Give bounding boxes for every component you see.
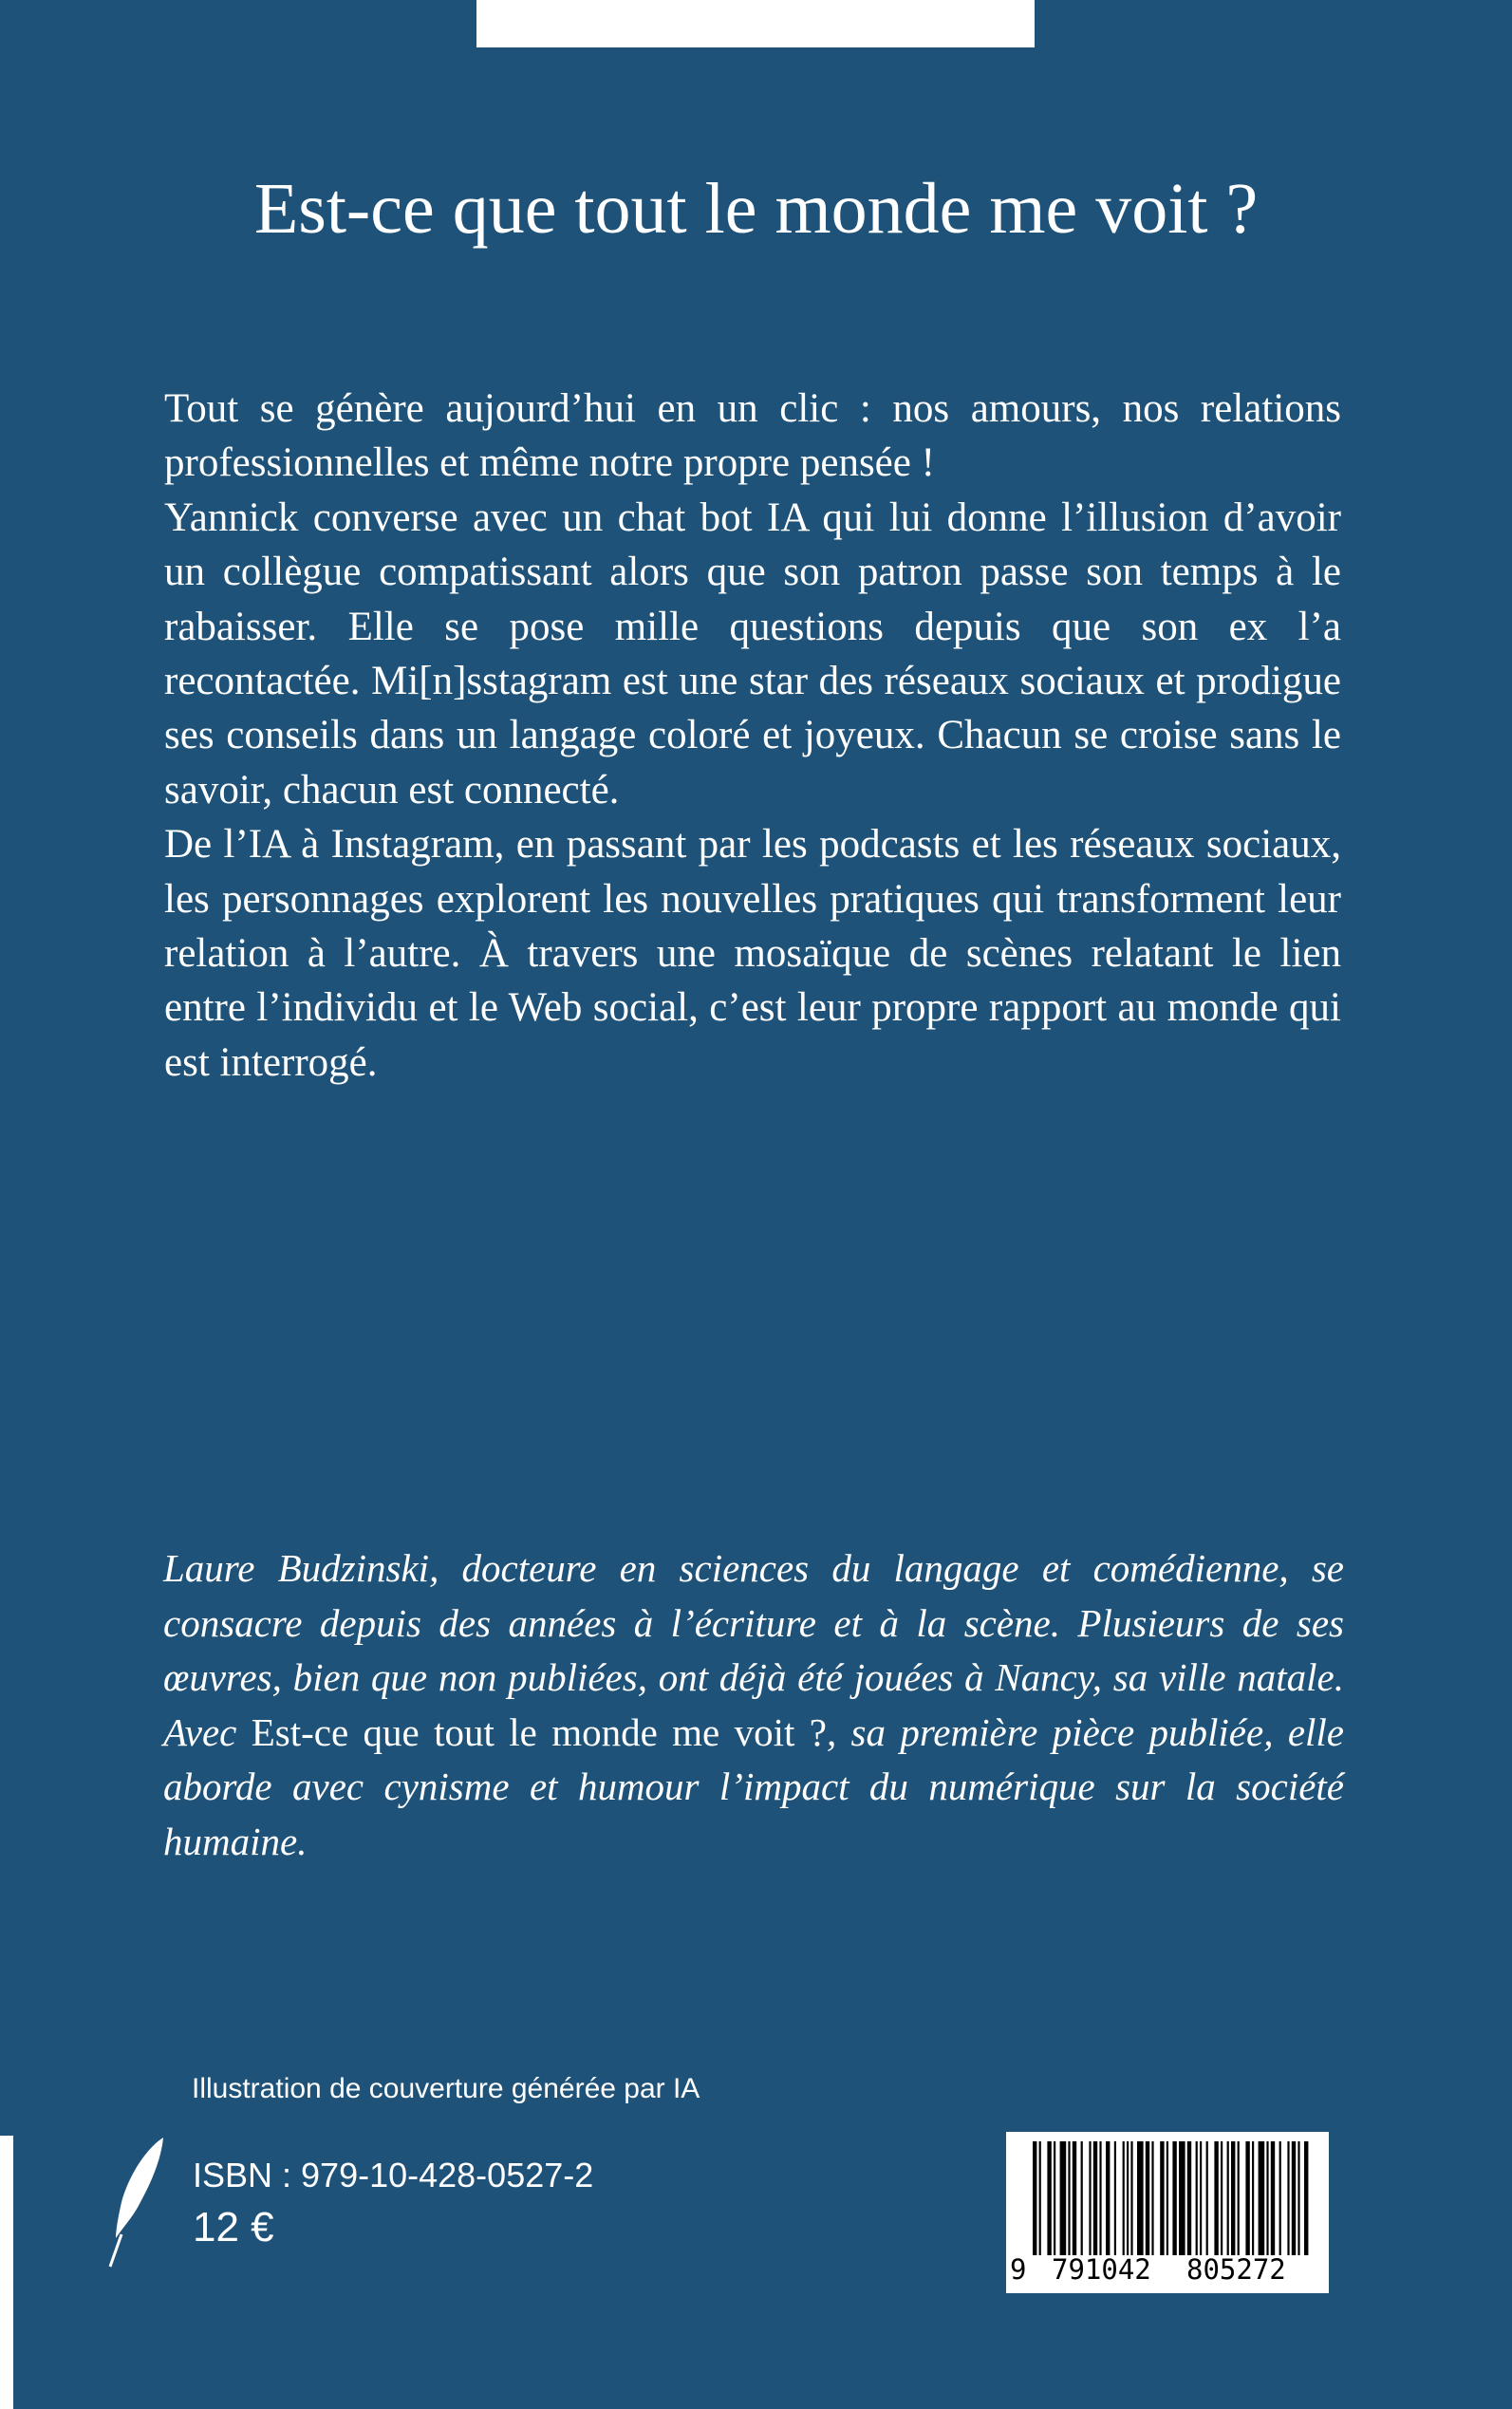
- barcode: [1006, 2132, 1329, 2293]
- barcode-bar: [1252, 2141, 1254, 2255]
- barcode-bar: [1214, 2141, 1218, 2255]
- barcode-bar: [1146, 2141, 1149, 2255]
- barcode-bar: [1060, 2141, 1067, 2255]
- barcode-bar: [1172, 2141, 1176, 2255]
- barcode-bar: [1279, 2141, 1281, 2255]
- barcode-bar: [1227, 2141, 1229, 2255]
- feather-quill-icon: [106, 2136, 173, 2269]
- barcode-bar: [1179, 2141, 1185, 2255]
- top-white-tab: [476, 0, 1035, 47]
- bio-book-title: Est-ce que tout le monde me voit ?: [251, 1709, 827, 1754]
- barcode-bar: [1039, 2141, 1041, 2255]
- bio-text-end: , sa première pièce publiée, elle aborde avec cynisme et humour l’impact du numérique sur la société humaine.: [163, 1709, 1344, 1863]
- barcode-bar: [1068, 2141, 1070, 2255]
- isbn-number: ISBN : 979-10-428-0527-2: [193, 2156, 594, 2194]
- barcode-bar: [1047, 2141, 1051, 2255]
- barcode-bar: [1127, 2141, 1129, 2255]
- barcode-bar: [1238, 2141, 1240, 2255]
- price-label: 12 €: [193, 2204, 274, 2250]
- barcode-bar: [1304, 2141, 1308, 2255]
- barcode-bar: [1130, 2141, 1132, 2255]
- blurb-paragraph: Tout se génère aujourd’hui en un clic : nos amours, nos relations professionnelles et même notre propre pensée !: [164, 386, 1341, 486]
- barcode-bar: [1033, 2141, 1036, 2255]
- barcode-bar: [1287, 2141, 1289, 2255]
- barcode-bar: [1187, 2141, 1191, 2255]
- author-bio: [163, 1541, 1344, 1869]
- blurb-paragraph: Yannick converse avec un chat bot IA qui lui donne l’illusion d’avoir un collègue compatissant alors que son patron passe son temps à le rabaisser. Elle se pose mille questions depuis que son ex l’a recontactée. Mi[n]sstagram est une star des réseaux sociaux et prodigue ses conseils dans un langage coloré et joyeux. Chacun se croise sans le savoir, chacun est connecté.: [164, 495, 1341, 812]
- barcode-bar: [1054, 2141, 1055, 2255]
- barcode-bar: [1259, 2141, 1265, 2255]
- blurb-paragraph: De l’IA à Instagram, en passant par les podcasts et les réseaux sociaux, les personnages explorent les nouvelles pratiques qui transforment leur relation à l’autre. À travers une mosaïque de scènes relatant le lien entre l’individu et le Web social, c’est leur propre rapport au monde qui est interrogé.: [164, 822, 1341, 1085]
- barcode-bar: [1200, 2141, 1202, 2255]
- barcode-bar: [1106, 2141, 1110, 2255]
- barcode-bar: [1093, 2141, 1097, 2255]
- barcode-bars: [1016, 2141, 1319, 2255]
- barcode-bar: [1271, 2141, 1275, 2255]
- barcode-bar: [1196, 2141, 1198, 2255]
- barcode-bar: [1137, 2141, 1144, 2255]
- barcode-bar: [1081, 2141, 1083, 2255]
- barcode-bar: [1123, 2141, 1125, 2255]
- barcode-right-group: 805272: [1186, 2253, 1286, 2286]
- barcode-bar: [1089, 2141, 1091, 2255]
- bio-text-start: Laure Budzinski, docteure en sciences du langage et comédienne, se consacre depuis des années à l’écriture et à la scène. Plusieurs de ses œuvres, bien que non publiées, ont déjà été jouées à Nancy, sa ville natale. Avec: [163, 1546, 1344, 1754]
- barcode-first-digit: 9: [1010, 2253, 1027, 2286]
- barcode-bar: [1206, 2141, 1208, 2255]
- barcode-left-group: 791042: [1052, 2253, 1151, 2286]
- barcode-bar: [1073, 2141, 1076, 2255]
- barcode-digits: [1006, 2253, 1329, 2291]
- barcode-bar: [1099, 2141, 1101, 2255]
- barcode-bar: [1297, 2141, 1299, 2255]
- barcode-bar: [1292, 2141, 1296, 2255]
- barcode-bar: [1221, 2141, 1223, 2255]
- barcode-bar: [1151, 2141, 1153, 2255]
- barcode-bar: [1114, 2141, 1116, 2255]
- barcode-bar: [1167, 2141, 1168, 2255]
- book-title: Est-ce que tout le monde me voit ?: [253, 169, 1259, 249]
- illustration-credit: Illustration de couverture générée par IA: [192, 2073, 700, 2104]
- barcode-bar: [1245, 2141, 1249, 2255]
- back-cover-blurb: [164, 382, 1341, 1090]
- barcode-bar: [1231, 2141, 1235, 2255]
- barcode-bar: [1266, 2141, 1268, 2255]
- barcode-bar: [1160, 2141, 1164, 2255]
- side-white-strip: [0, 2136, 13, 2409]
